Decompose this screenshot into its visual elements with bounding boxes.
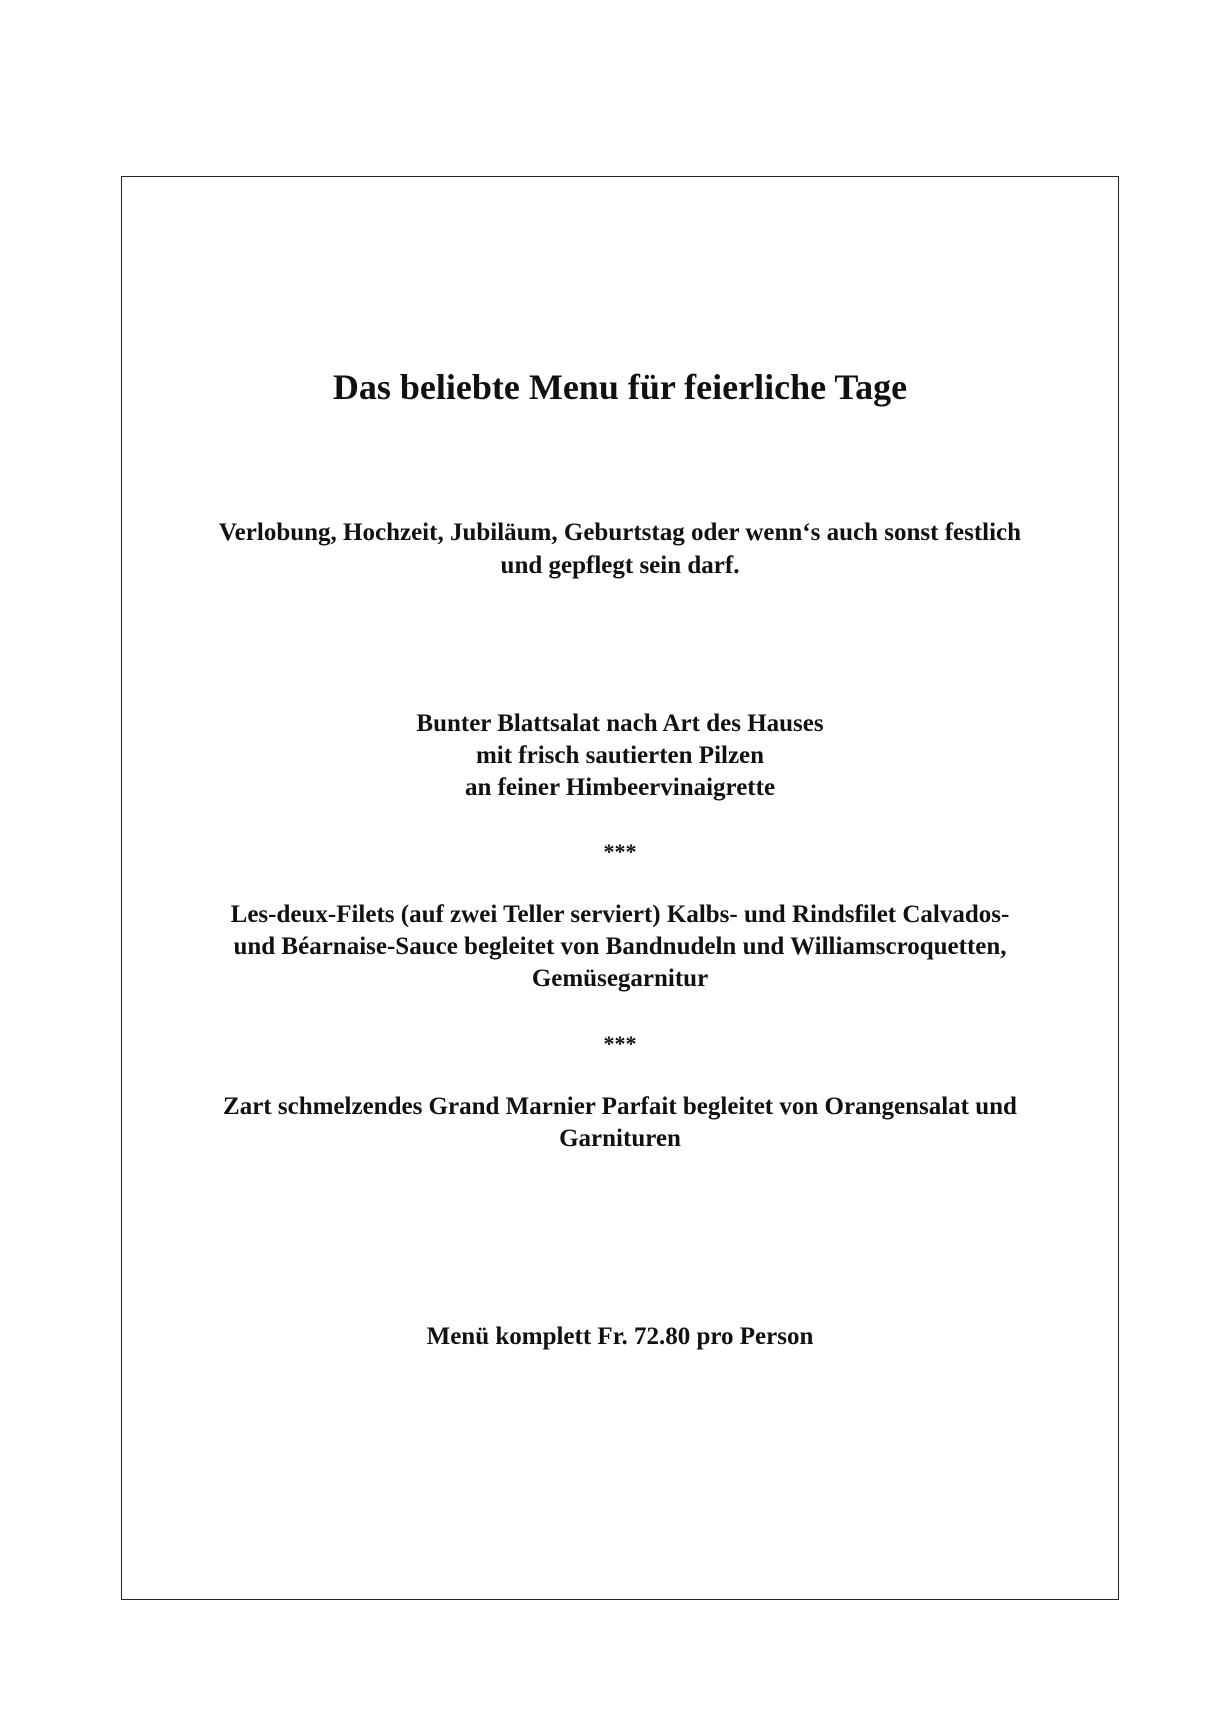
- course-line: Gemüsegarnitur: [531, 965, 709, 992]
- course-line: Les-deux-Filets (auf zwei Teller serviert) Kalbs- und Rindsfilet Calvados-: [230, 901, 1010, 928]
- course-line: mit frisch sautierten Pilzen: [475, 742, 765, 769]
- menu-price: Menü komplett Fr. 72.80 pro Person: [426, 1323, 814, 1350]
- course-line: und Béarnaise-Sauce begleitet von Bandnudeln und Williamscroquetten,: [233, 933, 1007, 960]
- course-main: [122, 899, 1118, 995]
- course-separator: ***: [603, 1031, 637, 1056]
- intro-line: Verlobung, Hochzeit, Jubiläum, Geburtstag oder wenn‘s auch sonst festlich: [218, 519, 1022, 546]
- course-starter: [122, 708, 1118, 804]
- menu-frame: [121, 176, 1119, 1600]
- course-line: Garnituren: [559, 1125, 681, 1152]
- intro-line: und gepflegt sein darf.: [500, 552, 740, 579]
- course-separator: ***: [603, 839, 637, 864]
- menu-intro: [122, 516, 1118, 582]
- course-line: an feiner Himbeervinaigrette: [464, 774, 776, 801]
- course-line: Zart schmelzendes Grand Marnier Parfait begleitet von Orangensalat und: [223, 1093, 1017, 1120]
- course-line: Bunter Blattsalat nach Art des Hauses: [416, 710, 824, 737]
- course-dessert: [122, 1091, 1118, 1155]
- menu-title: Das beliebte Menu für feierliche Tage: [332, 367, 908, 407]
